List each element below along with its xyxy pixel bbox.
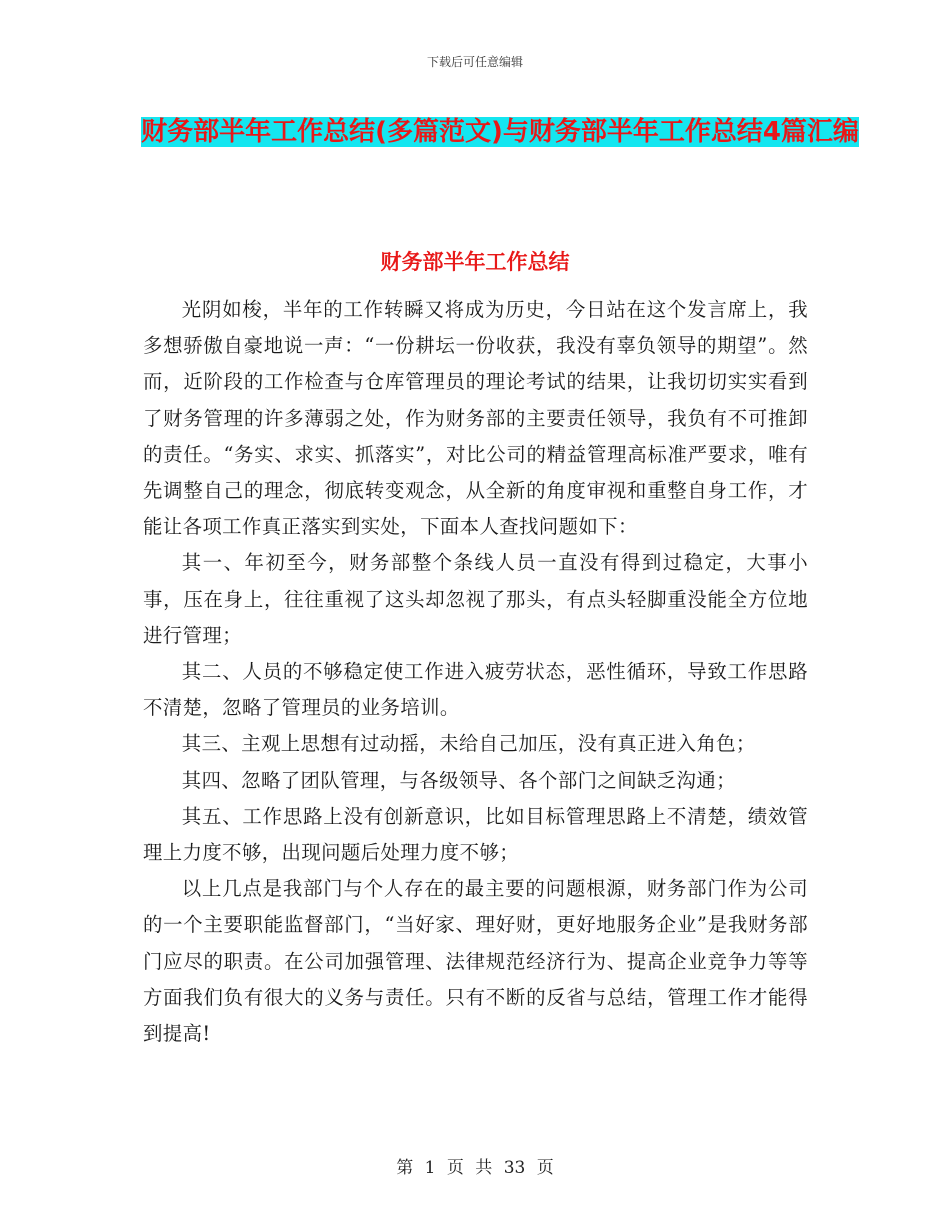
paragraph-2: 其一、年初至今，财务部整个条线人员一直没有得到过稳定，大事小事，压在身上，往往重视了这头却忽视了那头，有点头轻脚重没能全方位地进行管理； (143, 551, 808, 647)
paragraph-1: 光阴如梭，半年的工作转瞬又将成为历史，今日站在这个发言席上，我多想骄傲自豪地说一声：“一份耕坛一份收获，我没有辜负领导的期望”。然而，近阶段的工作检查与仓库管理员的理论考试的结果，让我切切实实看到了财务管理的许多薄弱之处，作为财务部的主要责任领导，我负有不可推卸的责任。“务实、求实、抓落实”，对比公司的精益管理高标准严要求，唯有先调整自己的理念，彻底转变观念，从全新的角度审视和重整自身工作，才能让各项工作真正落实到实处，下面本人查找问题如下： (143, 298, 808, 539)
page-footer: 第 1 页 共 33 页 (396, 1158, 554, 1178)
document-title-text: 财务部半年工作总结(多篇范文)与财务部半年工作总结4篇汇编 (141, 117, 859, 147)
paragraph-3: 其二、人员的不够稳定使工作进入疲劳状态，恶性循环，导致工作思路不清楚，忽略了管理员的业务培训。 (143, 660, 808, 720)
paragraph-7: 以上几点是我部门与个人存在的最主要的问题根源，财务部门作为公司的一个主要职能监督部门，“当好家、理好财，更好地服务企业”是我财务部门应尽的职责。在公司加强管理、法律规范经济行为、提高企业竞争力等等方面我们负有很大的义务与责任。只有不断的反省与总结，管理工作才能得到提高! (143, 877, 808, 1046)
document-title (140, 107, 860, 157)
header-note: 下载后可任意编辑 (426, 55, 523, 69)
paragraph-5: 其四、忽略了团队管理，与各级领导、各个部门之间缺乏沟通； (181, 768, 736, 792)
document-body (143, 292, 808, 1052)
paragraph-4: 其三、主观上思想有过动摇，未给自己加压，没有真正进入角色； (181, 732, 756, 756)
paragraph-6: 其五、工作思路上没有创新意识，比如目标管理思路上不清楚，绩效管理上力度不够，出现问题后处理力度不够； (143, 804, 808, 865)
section-title: 财务部半年工作总结 (380, 250, 570, 274)
